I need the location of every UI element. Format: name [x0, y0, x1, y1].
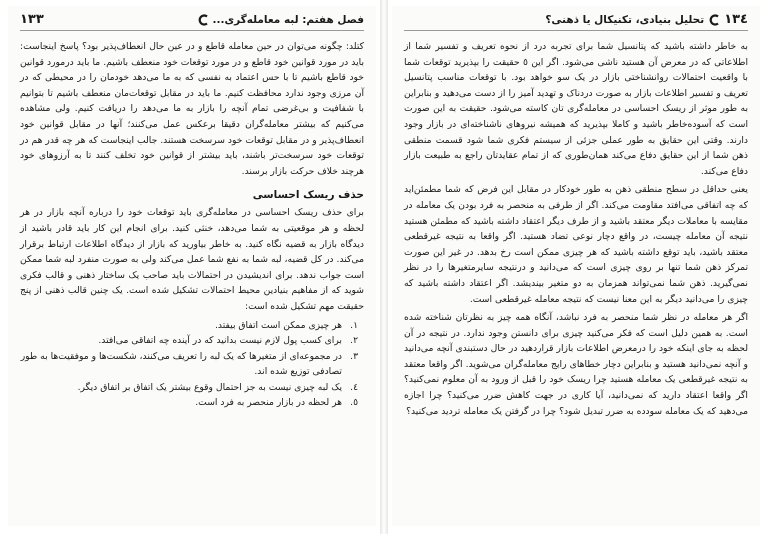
left-page — [8, 6, 376, 526]
right-page-number: ١٣٤ — [724, 12, 748, 27]
chapter-mark-icon — [708, 14, 720, 26]
list-item — [20, 395, 364, 411]
left-page-header — [20, 12, 364, 31]
list-item-text: برای کسب پول لازم نیست بدانید که در آینده چه اتفاقی می‌افتد. — [98, 335, 342, 347]
left-paragraph: کتلد: چگونه می‌توان در حین معامله قاطع و در عین حال انعطاف‌پذیر بود؟ پاسخ اینجاست: باید در مورد قوانین خود قاطع و در مورد توقعات خود منعطف باشیم. ما باید درمورد قوانین خود قاطع باشیم تا با حس اعتماد به نفسی که به ما می‌دهد خودمان را در محیطی که در آن مرزی وجود ندارد محافظت کنیم. ما باید در مقابل توقعات‌مان منعطف باشیم تا بتوانیم با شفافیت و بی‌غرضی تمام آنچه را بازار به ما می‌دهد را دریافت کنیم. ولی مشاهده می‌کنیم که بیشتر معامله‌گران دقیقا برعکس عمل می‌کنند؛ آنها در مقابل قوانین خود انعطاف‌پذیر و در مقابل توقعات خود سرسخت هستند. جالب اینجاست که هر چه قدر هم در توقعات خود سرسخت‌تر باشند، باید بیشتر از قوانین خود تخلف کنند تا به آرزوهای خود هرچند خلاف حرکت بازار برسند. — [20, 41, 364, 177]
list-item-number: ٤. — [350, 381, 358, 393]
left-page-number: ١٣٣ — [20, 12, 44, 27]
left-paragraph: برای حذف ریسک احساسی در معامله‌گری باید توقعات خود را درباره آنچه بازار در هر لحظه و هر موقعیتی به شما می‌دهد، خنثی کنید. برای انجام این کار باید قادر باشید از دیدگاه بازار به قضیه نگاه کنید. به خاطر بیاورید که بازار از دیدگاه اطلاعات ارتباط برقرار می‌کند. در کل قضیه، لبه شما به نفع شما عمل می‌کند ولی به صورت منفرد لبه شما ممکن است جواب ندهد. برای اندیشیدن در احتمالات باید صاحب یک ساختار ذهنی و قالب فکری شوید که از مفاهیم بنیادین محیط احتمالات تشکیل شده است. یک چنین قالب ذهنی از پنج حقیقت مهم تشکیل شده است: — [20, 207, 364, 312]
right-page — [392, 6, 760, 526]
list-item-text: هر لحظه در بازار منحصر به فرد است. — [195, 397, 342, 409]
list-item — [20, 318, 364, 334]
right-page-title: تحلیل بنیادی، تکنیکال یا ذهنی؟ — [545, 13, 705, 26]
right-paragraph: اگر هر معامله در نظر شما منحصر به فرد نباشد، آنگاه همه چیز به نظرتان شناخته شده است. به همین دلیل است که فکر می‌کنید چیزی برای دانستن وجود ندارد. در نتیجه در آن لحظه به جای اینکه خود را درمعرض اطلاعات بازار قراردهید در حال دستبندی آنچه می‌دانید و آنچه نمی‌دانید هستید و بنابراین دچار خطاهای رایج معامله‌گران می‌شوید. اگر واقعا معتقد به نتیجه غیرقطعی یک معامله هستید چرا ریسک خود را قبل از ورود به آن معلوم نمی‌کنید؟ اگر واقعا اعتقاد دارید که نمی‌دانید، آیا کاری در جهت کاهش ضرر می‌کنید؟ چرا اجازه می‌دهید که یک معامله سودده به ضرر تبدیل شود؟ چرا در گرفتن یک معامله تردید می‌کنید؟ — [404, 312, 748, 417]
book-gutter — [380, 0, 388, 534]
list-item-number: ١. — [350, 319, 358, 331]
list-item-text: در مجموعه‌ای از متغیرها که یک لبه را تعریف می‌کنند، شکست‌ها و موفقیت‌ها به طور تصادفی توزیع شده اند. — [20, 350, 342, 378]
left-page-title: فصل هفتم: لبه معامله‌گری... — [212, 13, 364, 26]
left-page-title-group — [197, 14, 364, 26]
list-item-text: یک لبه چیزی نیست به جز احتمال وقوع بیشتر یک اتفاق بر اتفاق دیگر. — [77, 381, 342, 393]
list-item-number: ٣. — [350, 350, 358, 362]
right-paragraph: به خاطر داشته باشید که پتانسیل شما برای تجربه درد از نحوه تعریف و تفسیر شما از اطلاعاتی که در معرض آن هستید ناشی می‌شود. اگر این ٥ حقیقت را بپذیرید توقعات شما با واقعیت احتمالات روانشناختی بازار در یک سو خواهد بود. با توقعات مناسب پتانسیل تعریف و تفسیر اطلاعات بازار به صورت دردناک و تهدید آمیز را از دست می‌دهید و بنابراین به طور موثر از ریسک احساسی در معامله‌گری تان کاسته می‌شود. حقیقت به این صورت است که آسوده‌خاطر باشید و کاملا بپذیرید که همیشه نیروهای ناشناخته‌ای در بازار وجود دارند. وقتی این حقایق به طور عملی جزئی از سیستم فکری شما شود قسمت منطقی ذهن شما از این حقایق دفاع می‌کند همان‌طوری که از تمام عقایدتان راجع به طبیعت بازار دفاع می‌کند. — [404, 41, 748, 177]
list-item-number: ٥. — [350, 397, 358, 409]
right-page-header — [404, 12, 748, 31]
section-heading: حذف ریسک احساسی — [252, 189, 364, 202]
five-truths-list — [20, 318, 364, 412]
list-item-text: هر چیزی ممکن است اتفاق بیفتد. — [215, 319, 342, 331]
list-item — [20, 380, 364, 396]
chapter-mark-icon — [197, 14, 209, 26]
list-item-number: ٢. — [350, 335, 358, 347]
right-paragraph: یعنی حداقل در سطح منطقی ذهن به طور خودکار در مقابل این فرض که شما مطمئن‌اید که چه اتفاقی می‌افتد مقاومت می‌کند. اگر از طرفی به منحصر به فرد بودن یک معامله در مقایسه با معاملات دیگر معتقد باشید و از طرف دیگر اعتقاد داشته باشید که مطمئن هستید نتیجه آن معامله چیست، در واقع دچار نوعی تضاد هستید. اگر واقعا به نتیجه غیرقطعی معتقد باشید، باید توقع داشته باشید که هر چیزی ممکن است رخ بدهد. در غیر این صورت تمرکز ذهن شما تنها بر روی چیزی است که می‌دانید و درنتیجه سایرمتغیرها را در نظر نمی‌گیرید. ذهن شما نمی‌تواند همزمان به دو متغیر بیندیشد. اگر اعتقاد داشته باشید که چیزی را می‌دانید دیگر به این معنا نیست که نتیجه معامله غیرقطعی است. — [404, 184, 748, 305]
right-page-title-group — [545, 12, 748, 27]
list-item — [20, 349, 364, 380]
list-item — [20, 333, 364, 349]
